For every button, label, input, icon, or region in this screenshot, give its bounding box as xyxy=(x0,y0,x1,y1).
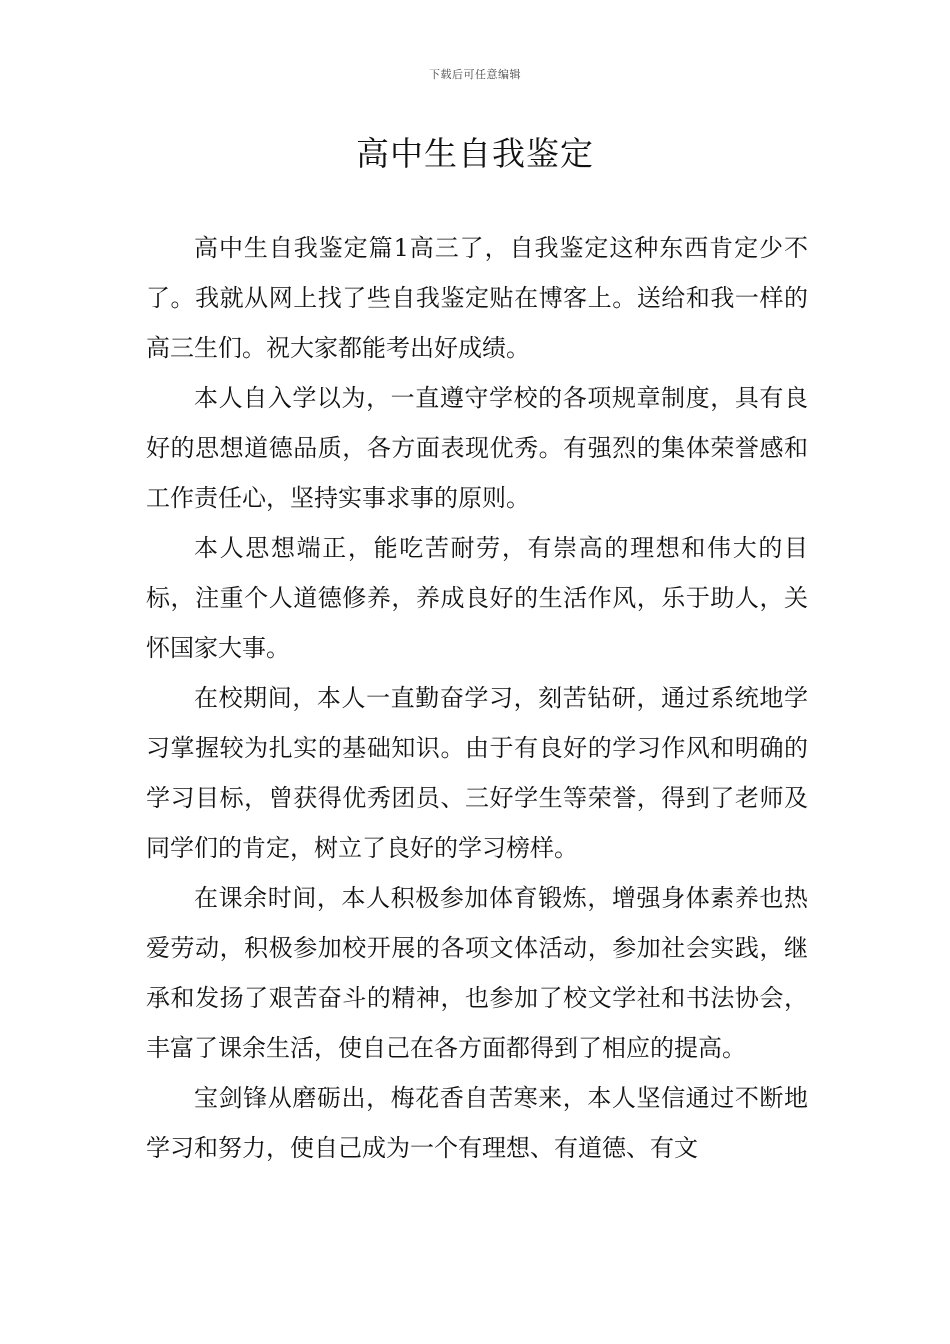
header-note: 下载后可任意编辑 xyxy=(429,68,521,81)
document-body xyxy=(146,223,808,1173)
paragraph: 宝剑锋从磨砺出，梅花香自苦寒来，本人坚信通过不断地学习和努力，使自己成为一个有理想、有道德、有文 xyxy=(146,1084,808,1162)
paragraph: 本人思想端正，能吃苦耐劳，有崇高的理想和伟大的目标，注重个人道德修养，养成良好的生活作风，乐于助人，关怀国家大事。 xyxy=(146,534,808,662)
paragraph: 本人自入学以为，一直遵守学校的各项规章制度，具有良好的思想道德品质，各方面表现优秀。有强烈的集体荣誉感和工作责任心，坚持实事求事的原则。 xyxy=(146,384,808,512)
paragraph: 在校期间，本人一直勤奋学习，刻苦钻研，通过系统地学习掌握较为扎实的基础知识。由于有良好的学习作风和明确的学习目标，曾获得优秀团员、三好学生等荣誉，得到了老师及同学们的肯定，树立了良好的学习榜样。 xyxy=(146,684,808,862)
paragraph: 在课余时间，本人积极参加体育锻炼，增强身体素养也热爱劳动，积极参加校开展的各项文体活动，参加社会实践，继承和发扬了艰苦奋斗的精神，也参加了校文学社和书法协会，丰富了课余生活，使自己在各方面都得到了相应的提高。 xyxy=(146,884,808,1062)
document-title: 高中生自我鉴定 xyxy=(356,134,594,173)
paragraph: 高中生自我鉴定篇1高三了，自我鉴定这种东西肯定少不了。我就从网上找了些自我鉴定贴在博客上。送给和我一样的高三生们。祝大家都能考出好成绩。 xyxy=(146,234,808,362)
